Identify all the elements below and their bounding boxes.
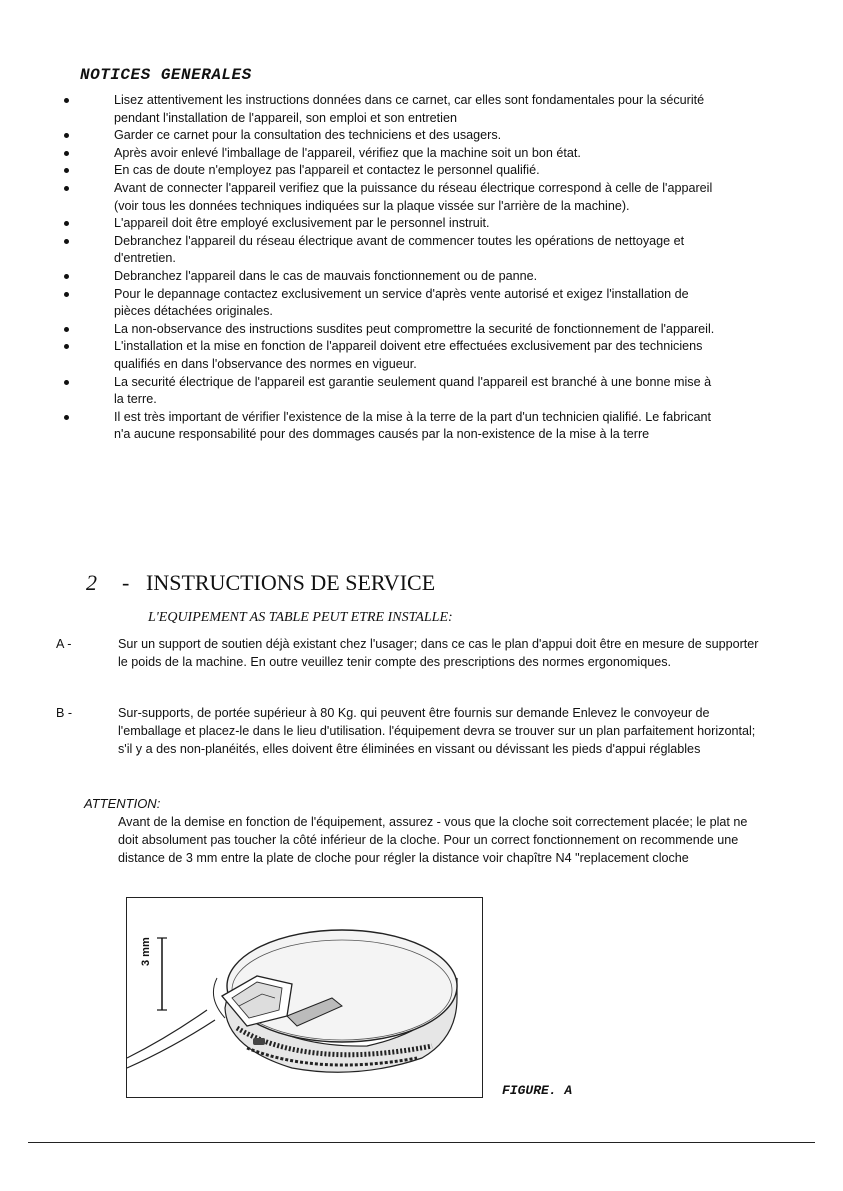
paragraph-text: Sur un support de soutien déjà existant chez l'usager; dans ce cas le plan d'appui doit être en mesure de supporter le poids de la machine. En outre veuillez tenir compte des prescriptions des normes ergonomiques. (118, 637, 759, 669)
notice-item: En cas de doute n'employez pas l'appareil et contactez le personnel qualifié. (62, 162, 722, 180)
notice-item: La securité électrique de l'appareil est garantie seulement quand l'appareil est branché à une bonne mise à la terre. (62, 374, 722, 409)
footer-rule (28, 1142, 815, 1143)
section-subtitle: L'EQUIPEMENT AS TABLE PEUT ETRE INSTALLE: (148, 610, 453, 625)
slicer-illustration (127, 898, 482, 1097)
notice-item: Debranchez l'appareil dans le cas de mauvais fonctionnement ou de panne. (62, 268, 722, 286)
notice-item: Garder ce carnet pour la consultation des techniciens et des usagers. (62, 127, 722, 145)
notice-item: La non-observance des instructions susdites peut compromettre la securité de fonctionnement de l'appareil. (62, 321, 722, 339)
paragraph-a (56, 636, 768, 672)
figure-caption: FIGURE. A (502, 1083, 573, 1098)
notice-item: Il est très important de vérifier l'existence de la mise à la terre de la part d'un technicien qialifié. Le fabricant n'a aucune responsabilité pour des dommages causés par la non-existence de la mise à la terre (62, 409, 722, 444)
section-number: 2 (86, 570, 97, 595)
figure-a (126, 897, 483, 1098)
measurement-label: 3 mm (140, 937, 152, 966)
attention-label: ATTENTION: (84, 796, 161, 811)
notices-list (62, 92, 722, 444)
notice-item: Pour le depannage contactez exclusivement un service d'après vente autorisé et exigez l'installation de pièces détachées originales. (62, 286, 722, 321)
paragraph-label: A - (56, 637, 72, 651)
paragraph-text: Sur-supports, de portée supérieur à 80 Kg. qui peuvent être fournis sur demande Enlevez le convoyeur de l'emballage et placez-le dans le lieu d'utilisation. l'équipement devra se trouver sur un plan parfaitement horizontal; s'il y a des non-planéités, elles doivent être éliminées en vissant ou dévissant les pieds d'appui réglables (118, 706, 756, 756)
notice-item: L'installation et la mise en fonction de l'appareil doivent etre effectuées exclusivement par des techniciens qualifiés en dans l'observance des normes en vigueur. (62, 338, 722, 373)
notice-item: Lisez attentivement les instructions données dans ce carnet, car elles sont fondamentales pour la sécurité pendant l'installation de l'appareil, son emploi et son entretien (62, 92, 722, 127)
section-heading (86, 570, 435, 596)
attention-text: Avant de la demise en fonction de l'équipement, assurez - vous que la cloche soit correctement placée; le plat ne doit absolument pas toucher la côté inférieur de la cloche. Pour un correct fonctionnement on recommende une distance de 3 mm entre la plate de cloche pour régler la distance voir chapître N4 "replacement cloche (118, 815, 748, 865)
paragraph-b (56, 705, 768, 758)
notice-item: Après avoir enlevé l'imballage de l'appareil, vérifiez que la machine soit un bon état. (62, 145, 722, 163)
notice-item: L'appareil doit être employé exclusivement par le personnel instruit. (62, 215, 722, 233)
paragraph-label: B - (56, 706, 73, 720)
section-dash: - (122, 570, 130, 595)
notice-item: Avant de connecter l'appareil verifiez que la puissance du réseau électrique correspond à celle de l'appareil (voir tous les données techniques indiquées sur la plaque vissée sur l'arrière de la machine). (62, 180, 722, 215)
notice-item: Debranchez l'appareil du réseau électrique avant de commencer toutes les opérations de nettoyage et d'entretien. (62, 233, 722, 268)
section-title: INSTRUCTIONS DE SERVICE (146, 570, 436, 595)
notices-title: NOTICES GENERALES (80, 66, 252, 84)
